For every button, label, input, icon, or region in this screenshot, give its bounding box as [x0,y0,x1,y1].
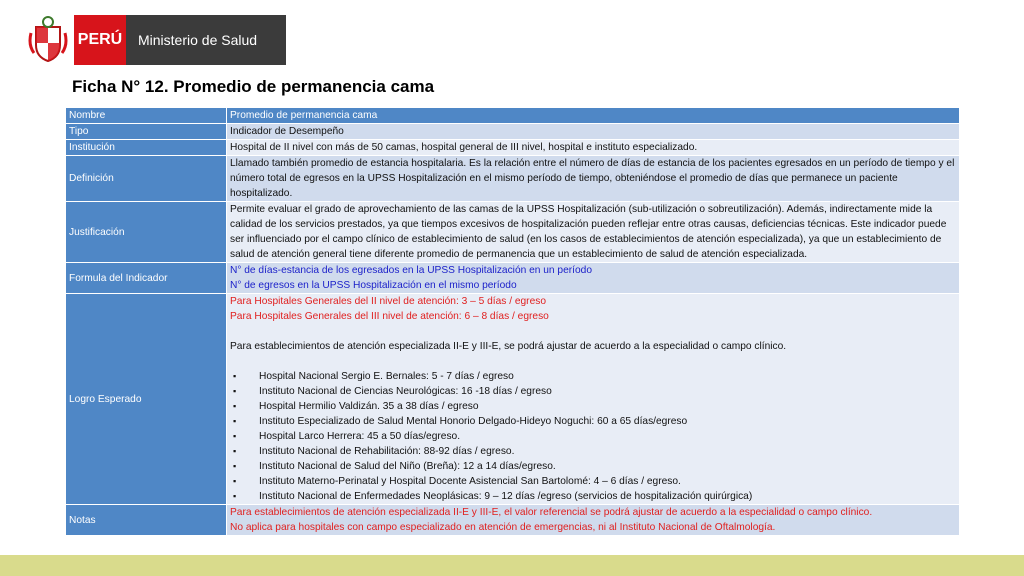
label-notas: Notas [66,505,227,536]
list-item: ▪ Instituto Nacional de Rehabilitación: 88-92 días / egreso. [230,444,956,459]
value-institucion: Hospital de II nivel con más de 50 camas, hospital general de III nivel, hospital e instituto especializado. [227,140,960,156]
row-formula [66,263,960,294]
list-item: ▪ Instituto Nacional de Enfermedades Neoplásicas: 9 – 12 días /egreso (servicios de hospitalización quirúrgica) [230,489,956,504]
value-justificacion: Permite evaluar el grado de aprovechamiento de las camas de la UPSS Hospitalización (sub-utilización o sobreutilización). Además, indirectamente mide la calidad de los servicios prestados, ya que tiempos excesivos de hospitalización pueden reflejar entre otras causas, deficiencias técnicas. Este indicador puede ser influenciado por el campo clínico de establecimiento de salud (en los casos de establecimientos de atención especializada), ya que un establecimiento de salud de atención general tiene diferente promedio de permanencia que un establecimiento de salud de atención especializada. [227,202,960,263]
list-item: ▪ Instituto Nacional de Salud del Niño (Breña): 12 a 14 días/egreso. [230,459,956,474]
label-definicion: Definición [66,156,227,202]
list-item: ▪ Hospital Hermilio Valdizán. 35 a 38 días / egreso [230,399,956,414]
value-formula [227,263,960,294]
row-justificacion [66,202,960,263]
formula-numerator: N° de días-estancia de los egresados en la UPSS Hospitalización en un período [230,265,592,276]
indicator-sheet-table [65,107,960,536]
ministry-label: Ministerio de Salud [126,15,286,65]
value-notas [227,505,960,536]
list-item: ▪ Hospital Nacional Sergio E. Bernales: 5 - 7 días / egreso [230,369,956,384]
list-item: ▪ Instituto Materno-Perinatal y Hospital Docente Asistencial San Bartolomé: 4 – 6 días / egreso. [230,474,956,489]
notas-line-2: No aplica para hospitales con campo especializado en atención de emergencias, ni al Instituto Nacional de Oftalmología. [230,522,776,533]
notas-line-1: Para establecimientos de atención especializada II-E y III-E, el valor referencial se podrá ajustar de acuerdo a la especialidad o campo clínico. [230,507,873,518]
logro-line-ii-nivel: Para Hospitales Generales del II nivel de atención: 3 – 5 días / egreso [230,296,547,307]
page-title: Ficha N° 12. Promedio de permanencia cama [72,77,435,96]
formula-denominator: N° de egresos en la UPSS Hospitalización en el mismo período [230,280,517,291]
header [28,14,286,66]
list-item: ▪ Instituto Especializado de Salud Mental Honorio Delgado-Hideyo Noguchi: 60 a 65 días/egreso [230,414,956,429]
value-nombre: Promedio de permanencia cama [227,108,960,124]
label-tipo: Tipo [66,124,227,140]
row-tipo [66,124,960,140]
label-nombre: Nombre [66,108,227,124]
logro-line-iii-nivel: Para Hospitales Generales del III nivel de atención: 6 – 8 días / egreso [230,311,549,322]
label-formula: Formula del Indicador [66,263,227,294]
row-definicion [66,156,960,202]
row-nombre [66,108,960,124]
row-institucion [66,140,960,156]
label-institucion: Institución [66,140,227,156]
footer-bar [0,555,1024,576]
logro-list [230,369,956,504]
label-justificacion: Justificación [66,202,227,263]
value-definicion: Llamado también promedio de estancia hospitalaria. Es la relación entre el número de días de estancia de los pacientes egresados en un período de tiempo y el número total de egresos en la UPSS Hospitalización en el mismo período de tiempo, obteniéndose el promedio de días que permanece un paciente hospitalizado. [227,156,960,202]
coat-of-arms-icon [28,15,68,65]
list-item: ▪ Instituto Nacional de Ciencias Neurológicas: 16 -18 días / egreso [230,384,956,399]
peru-label: PERÚ [74,15,126,65]
value-tipo: Indicador de Desempeño [227,124,960,140]
logro-intro: Para establecimientos de atención especializada II-E y III-E, se podrá ajustar de acuerdo a la especialidad o campo clínico. [230,341,787,352]
list-item: ▪ Hospital Larco Herrera: 45 a 50 días/egreso. [230,429,956,444]
value-logro [227,294,960,505]
row-notas [66,505,960,536]
label-logro: Logro Esperado [66,294,227,505]
row-logro [66,294,960,505]
